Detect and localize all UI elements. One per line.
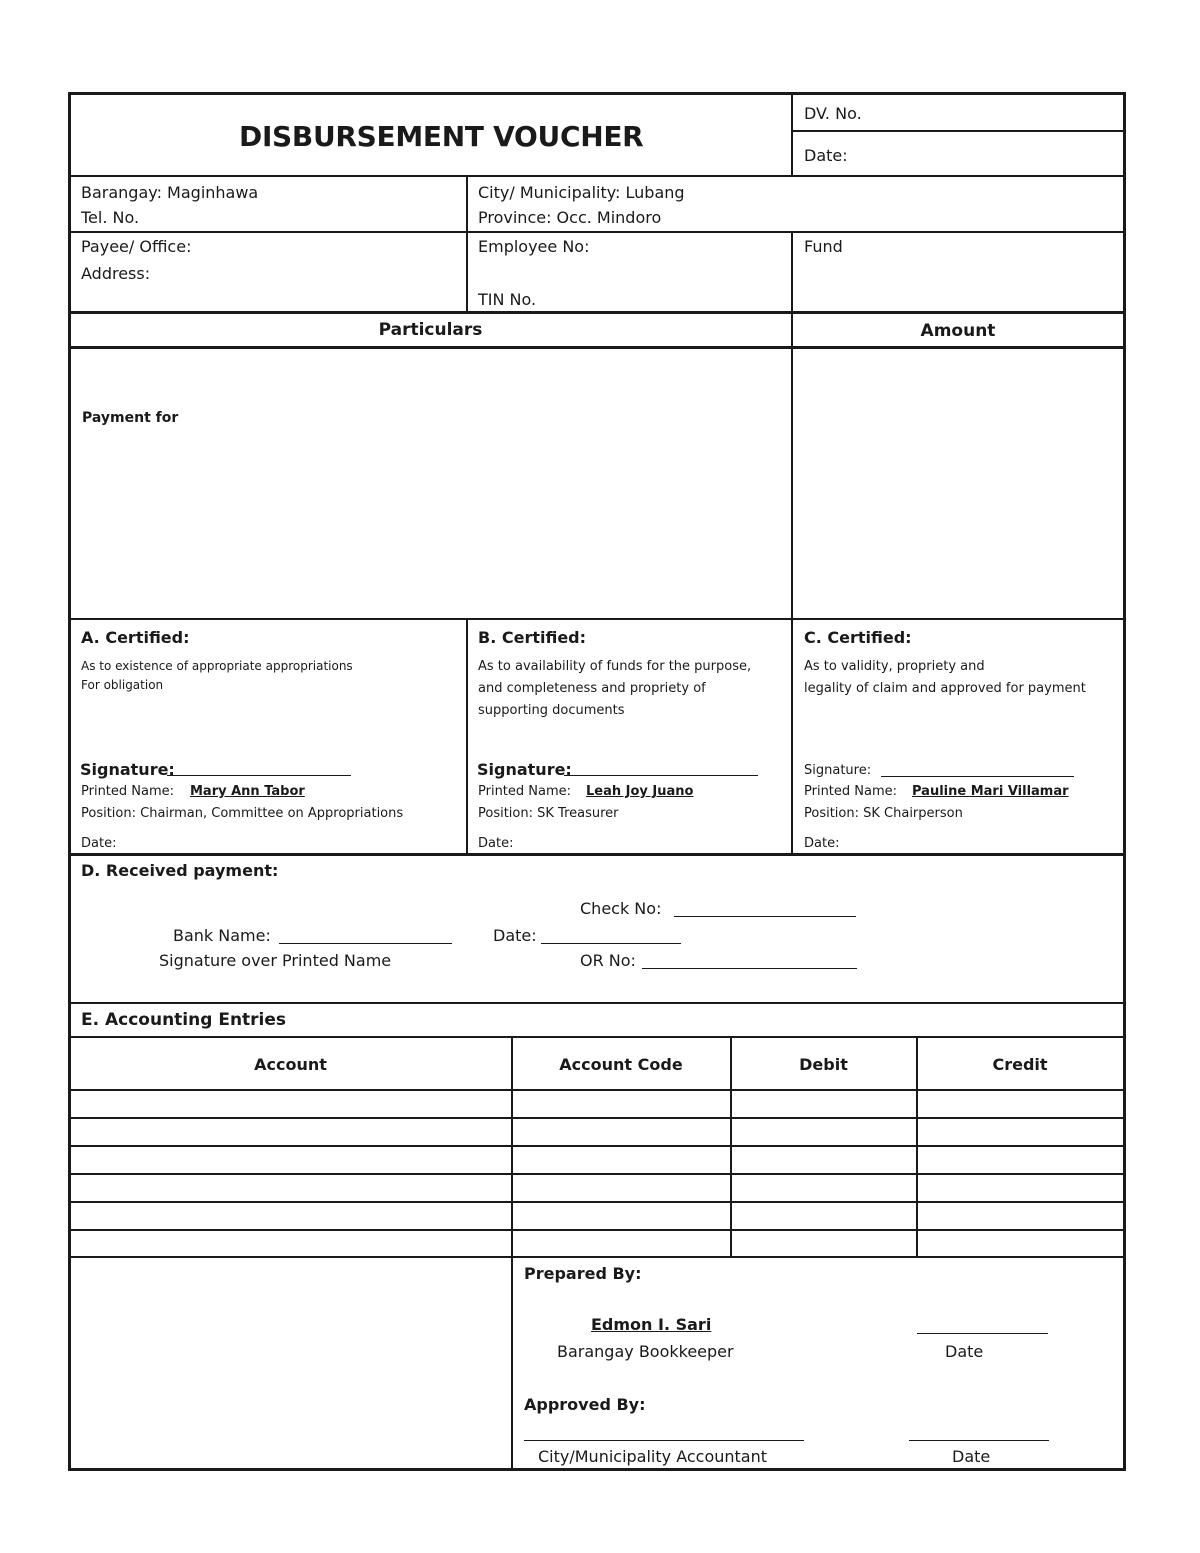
signature-line bbox=[881, 776, 1074, 777]
position-field: Position: Chairman, Committee on Appropriations bbox=[81, 806, 404, 821]
frame-left bbox=[68, 92, 71, 1471]
signature-label: Signature: bbox=[477, 760, 572, 779]
rule bbox=[68, 346, 1126, 349]
approver-signature-line bbox=[524, 1440, 804, 1441]
printed-name: Mary Ann Tabor bbox=[190, 784, 305, 799]
position-field: Position: SK Treasurer bbox=[478, 806, 619, 821]
cert-heading: A. Certified: bbox=[81, 628, 190, 647]
printed-name-label: Printed Name: bbox=[81, 784, 175, 799]
rule bbox=[68, 1002, 1126, 1004]
preparer-title: Barangay Bookkeeper bbox=[557, 1342, 734, 1361]
position-field: Position: SK Chairperson bbox=[804, 806, 963, 821]
signature-line bbox=[167, 775, 351, 776]
frame-right bbox=[1123, 92, 1126, 1471]
rule bbox=[68, 618, 1126, 620]
rule bbox=[68, 311, 1126, 314]
column-account: Account bbox=[254, 1055, 327, 1074]
cert-date-label: Date: bbox=[81, 836, 117, 851]
particulars-header: Particulars bbox=[378, 320, 483, 340]
cert-heading: C. Certified: bbox=[804, 628, 912, 647]
approved-date-label: Date bbox=[952, 1447, 991, 1466]
cert-description: As to existence of appropriate appropriations bbox=[81, 659, 353, 673]
rule bbox=[68, 853, 1126, 856]
rule bbox=[68, 1256, 1126, 1258]
rule bbox=[68, 1036, 1126, 1038]
prepared-date-label: Date bbox=[945, 1342, 984, 1361]
rule bbox=[68, 1117, 1126, 1119]
rule bbox=[511, 1036, 513, 1470]
rule bbox=[68, 175, 1126, 177]
cert-heading: B. Certified: bbox=[478, 628, 587, 647]
approver-title: City/Municipality Accountant bbox=[538, 1447, 768, 1466]
printed-name: Leah Joy Juano bbox=[586, 784, 694, 799]
payment-for-label: Payment for bbox=[82, 410, 179, 426]
rule bbox=[792, 130, 1125, 132]
preparer-name: Edmon I. Sari bbox=[591, 1315, 712, 1334]
tel-no-field: Tel. No. bbox=[81, 208, 140, 227]
or-no-label: OR No: bbox=[580, 951, 636, 970]
frame-top bbox=[68, 92, 1126, 95]
printed-name-label: Printed Name: bbox=[478, 784, 572, 799]
cert-description: legality of claim and approved for payment bbox=[804, 681, 1086, 696]
column-credit: Credit bbox=[992, 1055, 1048, 1074]
rule bbox=[466, 618, 468, 855]
employee-no-field: Employee No: bbox=[478, 237, 590, 256]
cert-description: supporting documents bbox=[478, 703, 625, 718]
cert-date-label: Date: bbox=[804, 836, 840, 851]
dv-no-label: DV. No. bbox=[804, 104, 862, 123]
column-debit: Debit bbox=[799, 1055, 848, 1074]
cert-description: As to availability of funds for the purpose, bbox=[478, 659, 752, 674]
rule bbox=[68, 231, 1126, 233]
received-date-label: Date: bbox=[493, 926, 537, 945]
header-date-label: Date: bbox=[804, 146, 848, 165]
rule bbox=[68, 1089, 1126, 1091]
rule bbox=[68, 1173, 1126, 1175]
city-field: City/ Municipality: Lubang bbox=[478, 183, 685, 202]
approved-date-line bbox=[909, 1440, 1049, 1441]
rule bbox=[68, 1201, 1126, 1203]
barangay-field: Barangay: Maginhawa bbox=[81, 183, 259, 202]
check-no-line bbox=[674, 916, 856, 917]
cert-description: For obligation bbox=[81, 678, 164, 692]
bank-name-line bbox=[279, 943, 452, 944]
cert-date-label: Date: bbox=[478, 836, 514, 851]
prepared-date-line bbox=[917, 1333, 1048, 1334]
prepared-by-label: Prepared By: bbox=[524, 1264, 642, 1283]
rule bbox=[68, 1145, 1126, 1147]
cert-description: As to validity, propriety and bbox=[804, 659, 985, 674]
signature-line bbox=[564, 775, 758, 776]
fund-field: Fund bbox=[804, 237, 843, 256]
rule bbox=[791, 92, 793, 177]
accounting-heading: E. Accounting Entries bbox=[81, 1010, 287, 1030]
province-field: Province: Occ. Mindoro bbox=[478, 208, 662, 227]
tin-no-field: TIN No. bbox=[478, 290, 537, 309]
column-account-code: Account Code bbox=[559, 1055, 683, 1074]
rule bbox=[466, 175, 468, 313]
signature-printed-label: Signature over Printed Name bbox=[159, 951, 392, 970]
payee-field: Payee/ Office: bbox=[81, 237, 192, 256]
cert-description: and completeness and propriety of bbox=[478, 681, 706, 696]
approved-by-label: Approved By: bbox=[524, 1395, 646, 1414]
or-no-line bbox=[642, 968, 857, 969]
printed-name-label: Printed Name: bbox=[804, 784, 898, 799]
voucher-title: DISBURSEMENT VOUCHER bbox=[239, 120, 644, 153]
rule bbox=[68, 1229, 1126, 1231]
amount-header: Amount bbox=[920, 321, 996, 341]
bank-name-label: Bank Name: bbox=[173, 926, 271, 945]
received-heading: D. Received payment: bbox=[81, 861, 279, 880]
signature-label: Signature: bbox=[80, 760, 175, 779]
printed-name: Pauline Mari Villamar bbox=[912, 784, 1069, 799]
check-no-label: Check No: bbox=[580, 899, 662, 918]
received-date-line bbox=[541, 943, 681, 944]
frame-bottom bbox=[68, 1468, 1126, 1471]
address-field: Address: bbox=[81, 264, 151, 283]
signature-label: Signature: bbox=[804, 763, 872, 778]
